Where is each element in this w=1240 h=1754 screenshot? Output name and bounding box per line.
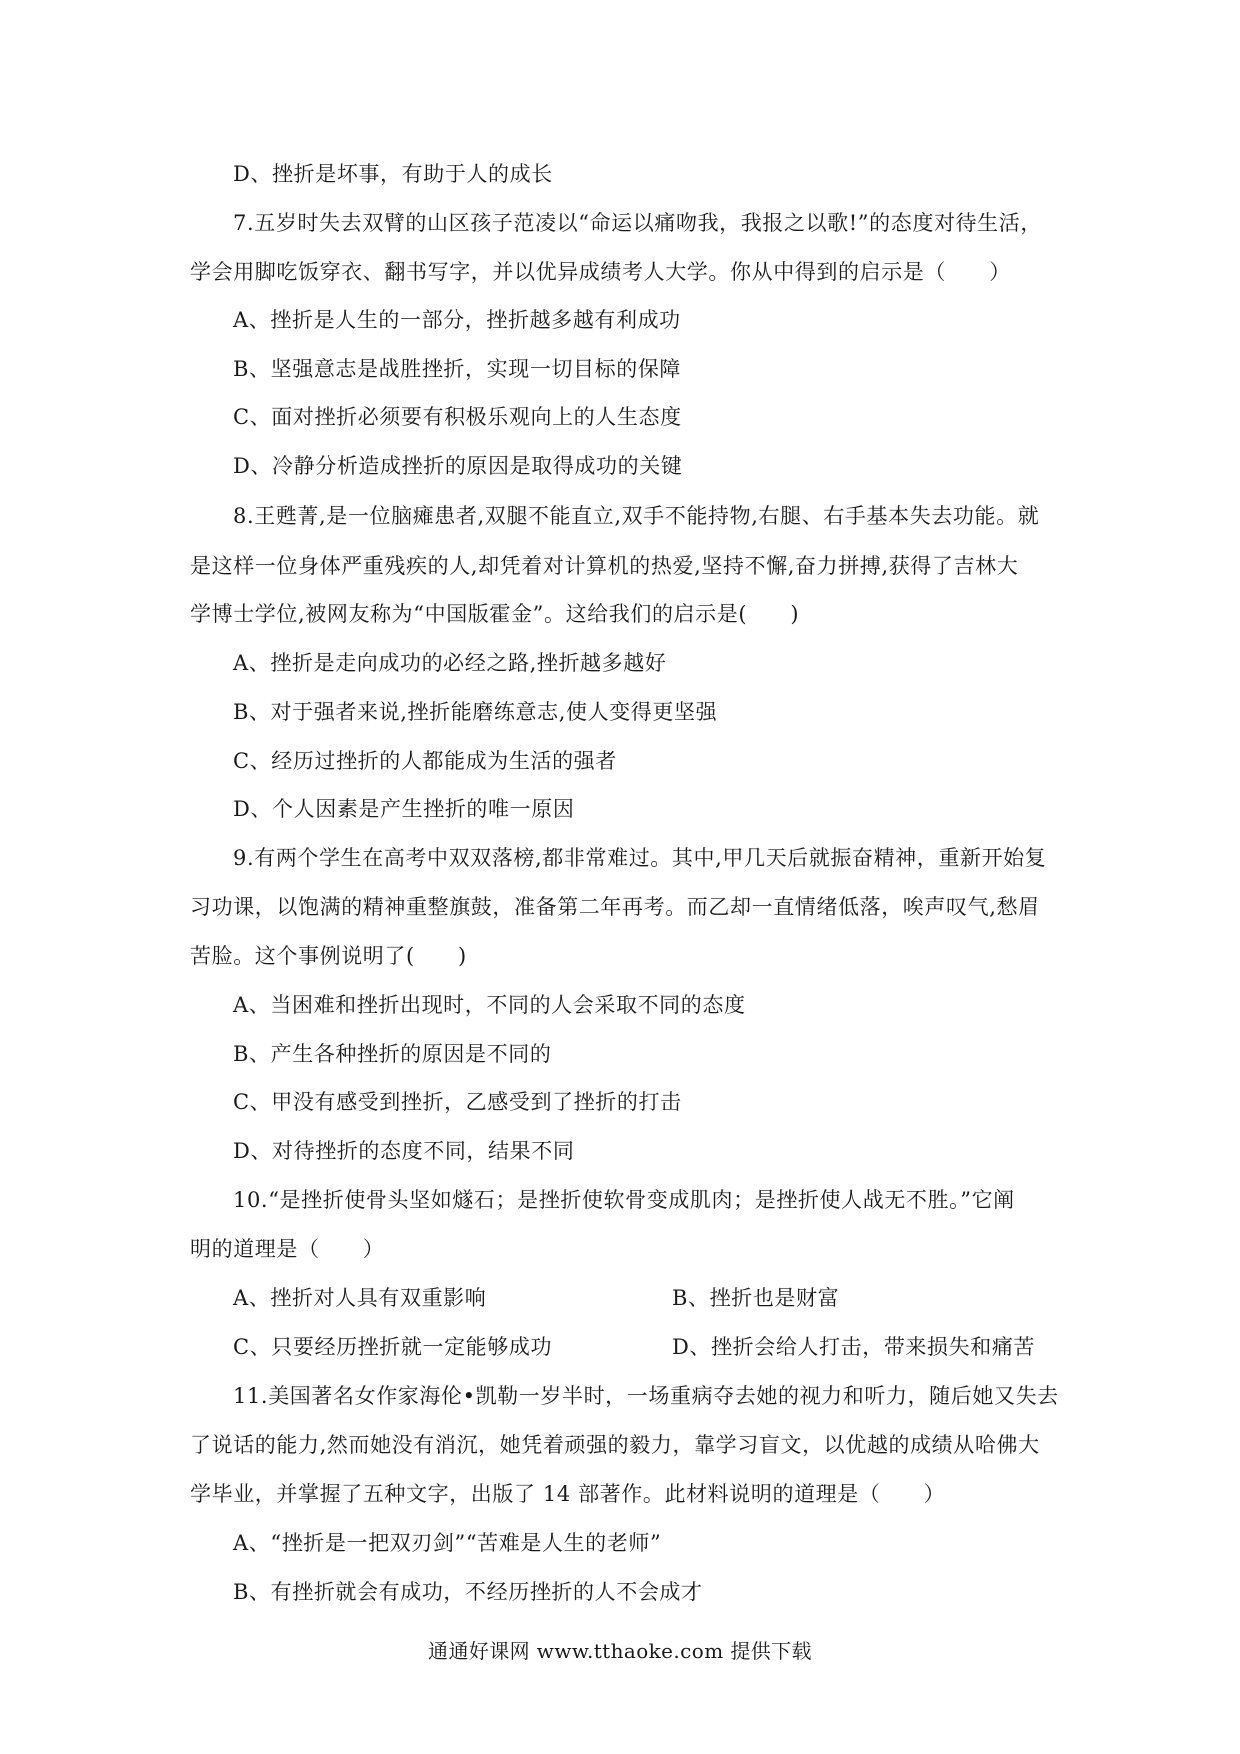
q7-option-d: D、冷静分析造成挫折的原因是取得成功的关键 [233, 454, 683, 478]
q8-stem-line2: 是这样一位身体严重残疾的人,却凭着对计算机的热爱,坚持不懈,奋力拼搏,获得了吉林大 [190, 554, 1019, 578]
q10-stem-line1: 10.“是挫折使骨头坚如燧石；是挫折使软骨变成肌肉；是挫折使人战无不胜。”它阐 [233, 1188, 1015, 1212]
q7-option-a: A、挫折是人生的一部分，挫折越多越有利成功 [233, 308, 681, 332]
q9-option-a: A、当困难和挫折出现时，不同的人会采取不同的态度 [233, 993, 746, 1017]
q11-stem-line2: 了说话的能力,然而她没有消沉，她凭着顽强的毅力，靠学习盲文，以优越的成绩从哈佛大 [190, 1433, 1040, 1457]
q8-stem-line3: 学博士学位,被网友称为“中国版霍金”。这给我们的启示是( ) [190, 602, 800, 626]
q11-stem-line3: 学毕业，并掌握了五种文字，出版了 14 部著作。此材料说明的道理是（ ） [190, 1482, 946, 1506]
q9-stem-line3: 苦脸。这个事例说明了( ) [190, 944, 467, 968]
q10-option-b: B、挫折也是财富 [672, 1286, 840, 1310]
q8-option-d: D、个人因素是产生挫折的唯一原因 [233, 797, 575, 821]
q11-option-b: B、有挫折就会有成功，不经历挫折的人不会成才 [233, 1580, 703, 1604]
q10-option-a: A、挫折对人具有双重影响 [233, 1286, 487, 1310]
q9-option-c: C、甲没有感受到挫折，乙感受到了挫折的打击 [233, 1090, 682, 1114]
q8-option-c: C、经历过挫折的人都能成为生活的强者 [233, 749, 617, 773]
q8-option-a: A、挫折是走向成功的必经之路,挫折越多越好 [233, 651, 667, 675]
q9-stem-line1: 9.有两个学生在高考中双双落榜,都非常难过。其中,甲几天后就振奋精神，重新开始复 [233, 846, 1047, 870]
q10-stem-line2: 明的道理是（ ） [190, 1237, 385, 1261]
q11-option-a: A、“挫折是一把双刃剑”“苦难是人生的老师” [233, 1531, 662, 1555]
q8-option-b: B、对于强者来说,挫折能磨练意志,使人变得更坚强 [233, 700, 718, 724]
q7-option-b: B、坚强意志是战胜挫折，实现一切目标的保障 [233, 357, 682, 381]
q9-option-d: D、对待挫折的态度不同，结果不同 [233, 1139, 575, 1163]
q8-stem-line1: 8.王甦菁,是一位脑瘫患者,双腿不能直立,双手不能持物,右腿、右手基本失去功能。就 [233, 504, 1040, 528]
q7-stem-line2: 学会用脚吃饭穿衣、翻书写字，并以优异成绩考人大学。你从中得到的启示是（ ） [190, 260, 1011, 284]
q10-option-d: D、挫折会给人打击，带来损失和痛苦 [672, 1335, 1036, 1359]
q10-option-c: C、只要经历挫折就一定能够成功 [233, 1335, 553, 1359]
q9-option-b: B、产生各种挫折的原因是不同的 [233, 1042, 552, 1066]
page-footer: 通通好课网 www.tthaoke.com 提供下载 [428, 1639, 812, 1663]
q11-stem-line1: 11.美国著名女作家海伦•凯勒一岁半时，一场重病夺去她的视力和听力，随后她又失去 [233, 1384, 1059, 1408]
q7-option-c: C、面对挫折必须要有积极乐观向上的人生态度 [233, 405, 682, 429]
q7-stem-line1: 7.五岁时失去双臂的山区孩子范凌以“命运以痛吻我，我报之以歌!”的态度对待生活， [233, 211, 1042, 235]
q9-stem-line2: 习功课，以饱满的精神重整旗鼓，准备第二年再考。而乙却一直情绪低落，唉声叹气,愁眉 [190, 895, 1040, 919]
q6-option-d: D、挫折是坏事，有助于人的成长 [233, 162, 553, 186]
